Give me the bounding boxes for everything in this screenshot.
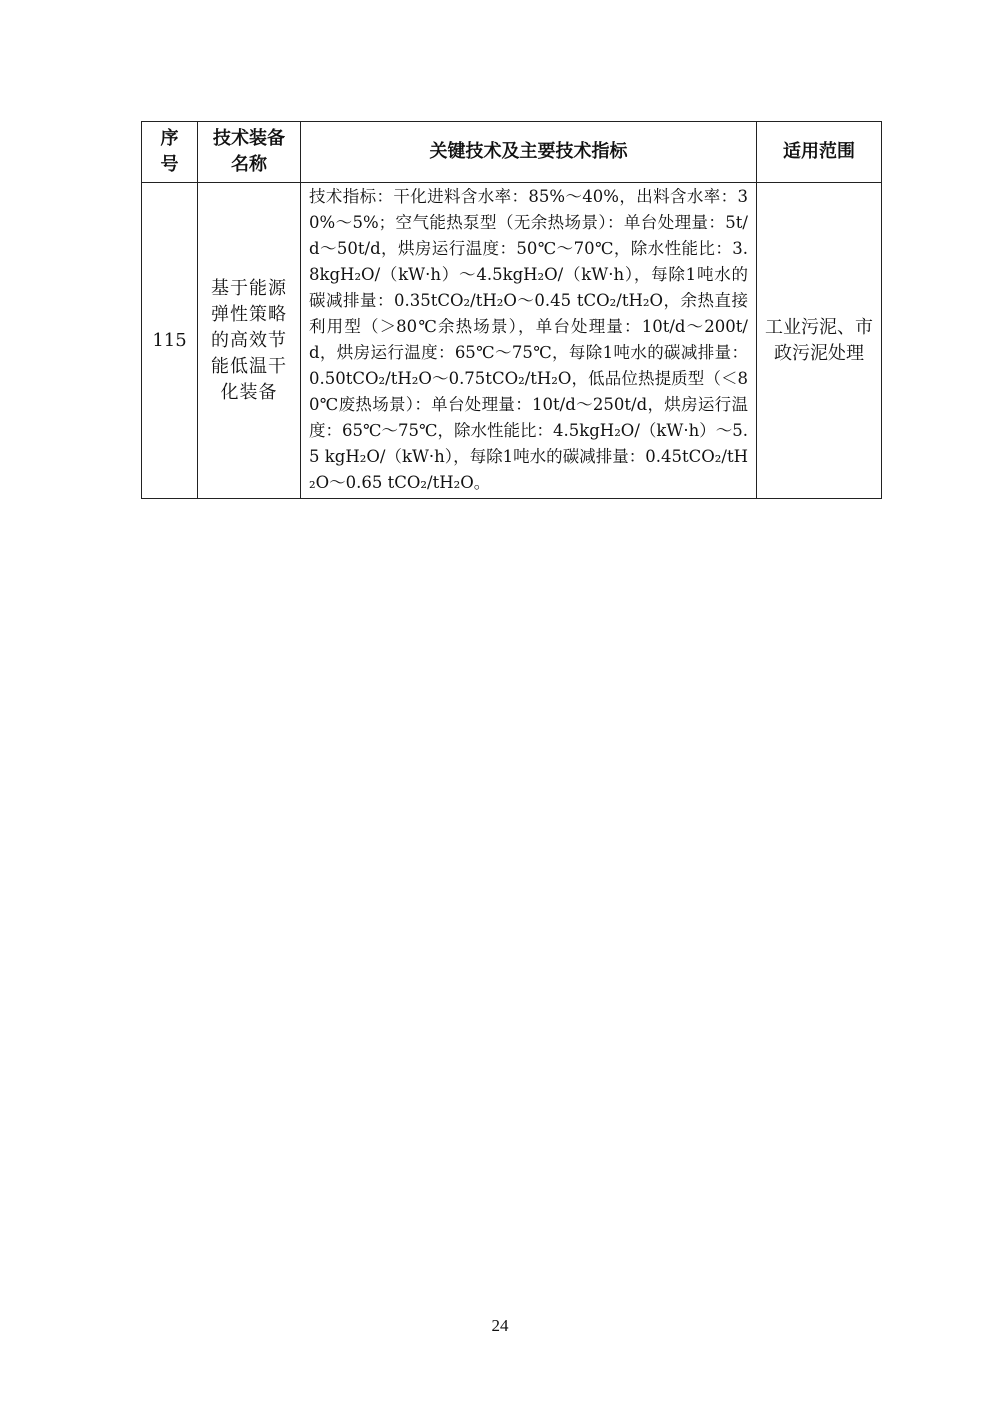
- row-equipment-name: 基于能源弹性策略的高效节能低温干化装备: [198, 183, 301, 499]
- header-scope: 适用范围: [757, 122, 882, 183]
- equipment-table: [141, 121, 882, 499]
- header-name: 技术装备 名称: [198, 122, 301, 183]
- table-row: [142, 183, 882, 499]
- row-index: 115: [142, 183, 198, 499]
- row-technical-spec: 技术指标：干化进料含水率：85%～40%，出料含水率：30%～5%；空气能热泵型（无余热场景）：单台处理量：5t/d～50t/d，烘房运行温度：50℃～70℃，除水性能比：3.8kgH₂O/（kW·h）～4.5kgH₂O/（kW·h），每除1吨水的碳减排量：0.35tCO₂/tH₂O～0.45 tCO₂/tH₂O，余热直接利用型（＞80℃余热场景），单台处理量：10t/d～200t/d，烘房运行温度：65℃～75℃，每除1吨水的碳减排量：0.50tCO₂/tH₂O～0.75tCO₂/tH₂O，低品位热提质型（＜80℃废热场景）：单台处理量：10t/d～250t/d，烘房运行温度：65℃～75℃，除水性能比：4.5kgH₂O/（kW·h）～5.5 kgH₂O/（kW·h），每除1吨水的碳减排量：0.45tCO₂/tH₂O～0.65 tCO₂/tH₂O。: [301, 183, 757, 499]
- header-spec: 关键技术及主要技术指标: [301, 122, 757, 183]
- table-header-row: [142, 122, 882, 183]
- page-number: 24: [491, 1316, 509, 1335]
- header-index: 序 号: [142, 122, 198, 183]
- row-application-scope: 工业污泥、市政污泥处理: [757, 183, 882, 499]
